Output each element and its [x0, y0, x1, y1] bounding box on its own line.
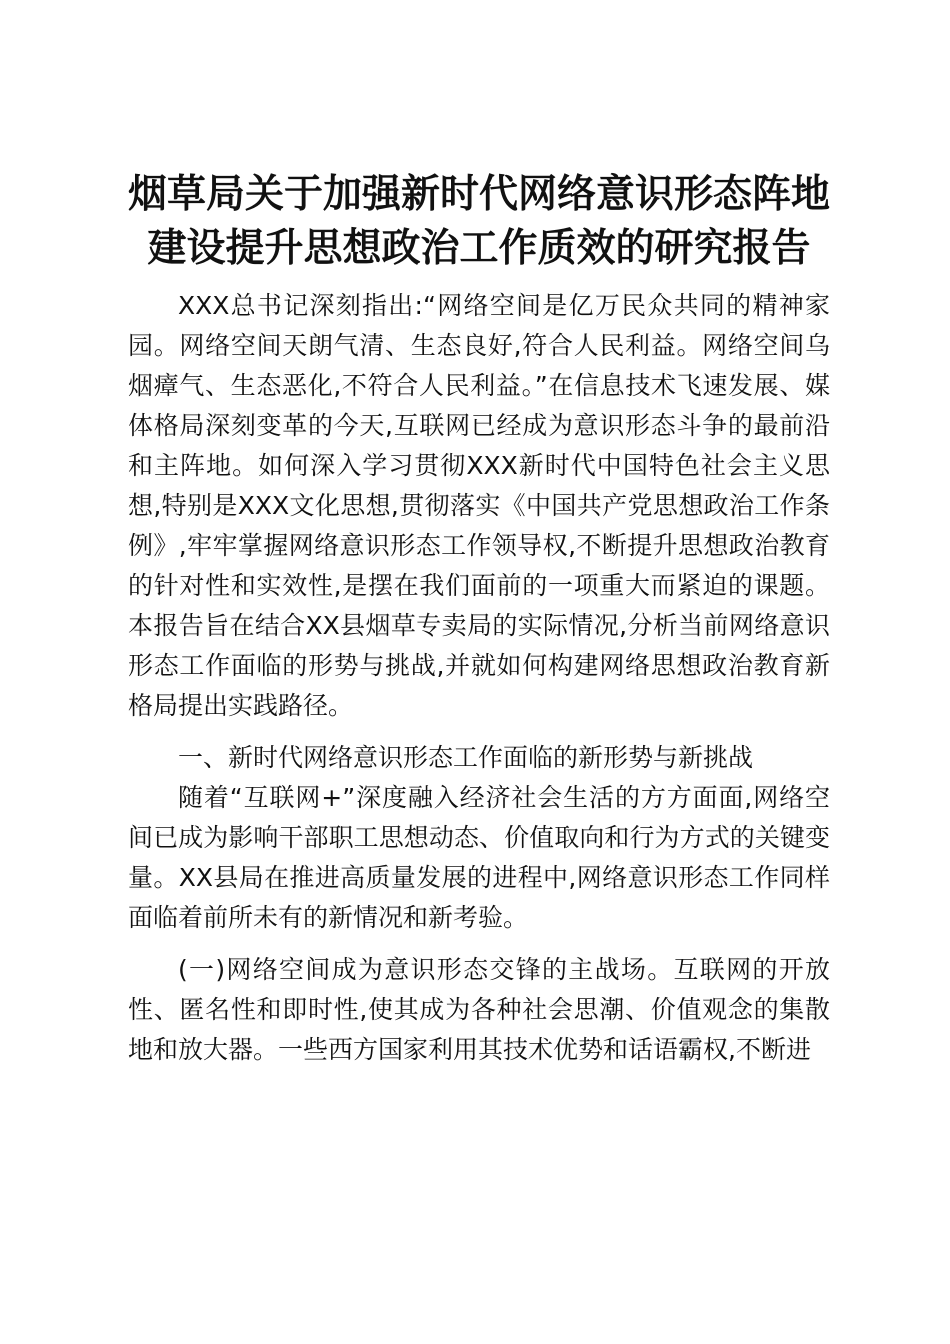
document-title: 烟草局关于加强新时代网络意识形态阵地建设提升思想政治工作质效的研究报告: [128, 172, 831, 271]
section-heading: 一、新时代网络意识形态工作面临的新形势与新挑战: [178, 743, 754, 772]
section-paragraph: 随着“互联网+”深度融入经济社会生活的方方面面,网络空间已成为影响干部职工思想动态、价值取向和行为方式的关键变量。XX县局在推进高质量发展的进程中,网络意识形态工作同样面临着前所未有的新情况和新考验。: [128, 783, 830, 932]
subsection-paragraph: (一)网络空间成为意识形态交锋的主战场。互联网的开放性、匿名性和即时性,使其成为各种社会思潮、价值观念的集散地和放大器。一些西方国家利用其技术优势和话语霸权,不断进: [128, 955, 830, 1064]
intro-paragraph: XXX总书记深刻指出:“网络空间是亿万民众共同的精神家园。网络空间天朗气清、生态良好,符合人民利益。网络空间乌烟瘴气、生态恶化,不符合人民利益。”在信息技术飞速发展、媒体格局深刻变革的今天,互联网已经成为意识形态斗争的最前沿和主阵地。如何深入学习贯彻XXX新时代中国特色社会主义思想,特别是XXX文化思想,贯彻落实《中国共产党思想政治工作条例》,牢牢掌握网络意识形态工作领导权,不断提升思想政治教育的针对性和实效性,是摆在我们面前的一项重大而紧迫的课题。本报告旨在结合XX县烟草专卖局的实际情况,分析当前网络意识形态工作面临的形势与挑战,并就如何构建网络思想政治教育新格局提出实践路径。: [128, 291, 830, 720]
document-body: [128, 168, 830, 1070]
